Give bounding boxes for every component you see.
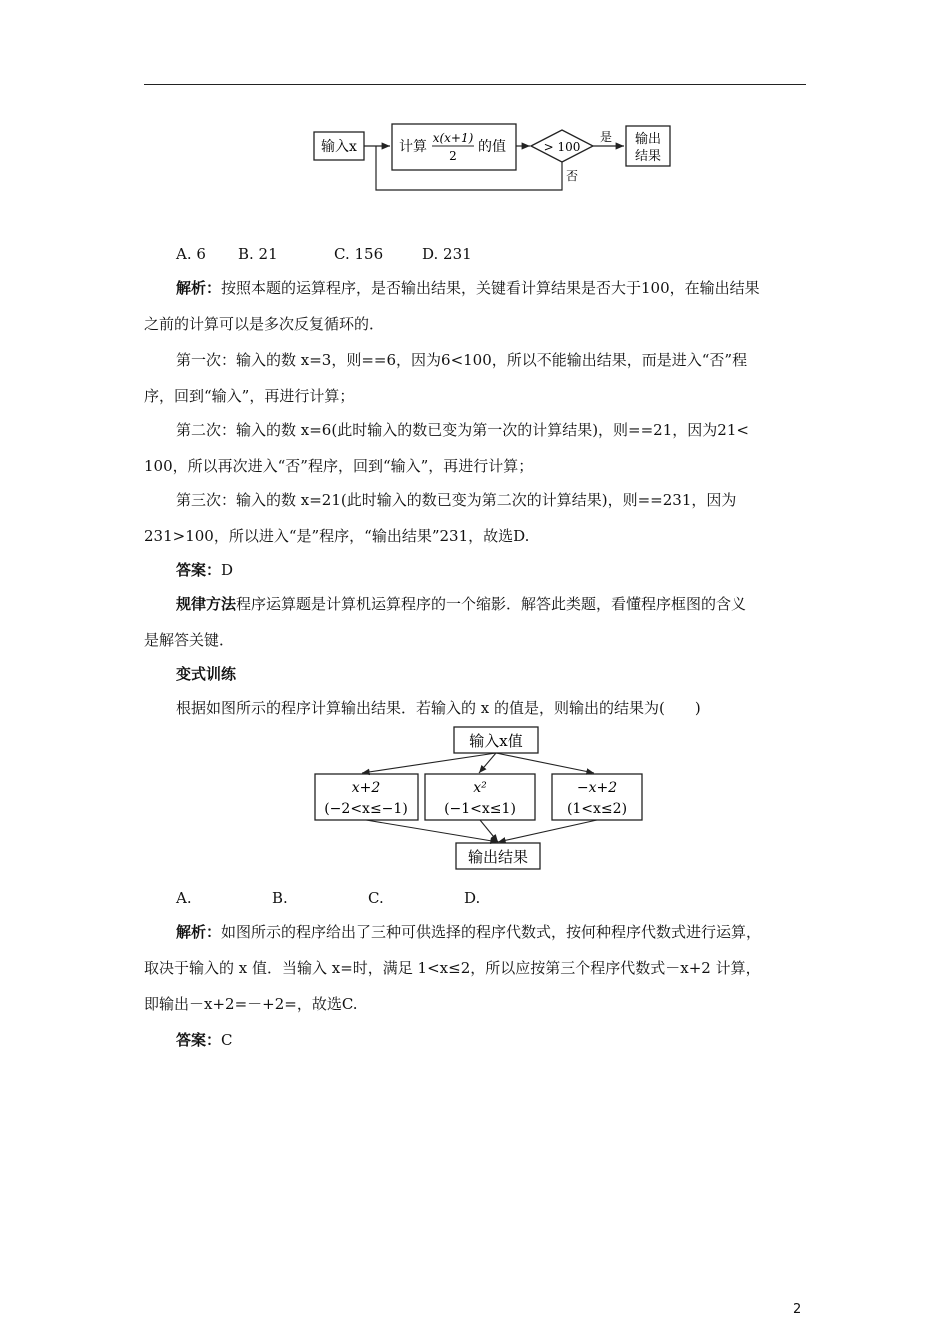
analysis2-text-1: 如图所示的程序给出了三种可供选择的程序代数式，按何种程序代数式进行运算， [221,923,762,941]
option2-b: B. [272,889,288,907]
answer2-label: 答案： [176,1031,222,1049]
fc1-yes-label: 是 [600,130,613,144]
fc2-branch3-cond: (1<x≤2) [566,801,628,817]
fc2-branch3-expr: −x+2 [576,780,618,796]
analysis1-line2: 之前的计算可以是多次反复循环的． [144,315,385,333]
fc2-branch1-expr: x+2 [351,780,381,796]
method-line2: 是解答关键． [144,631,235,649]
answer1-value: D [221,561,234,579]
flowchart-2 [312,724,646,874]
fc1-output-line2: 结果 [634,149,662,164]
analysis2-label: 解析： [176,923,222,941]
analysis1-text-1a: 按照本题的运算程序，是否输出结果，关键看计算结果是否大于100，在输出结果 [221,279,760,297]
analysis1-line7: 第三次：输入的数 x=21(此时输入的数已变为第二次的计算结果)，则==231，因为 [176,491,737,509]
analysis1-label: 解析： [176,279,222,297]
analysis1-line5: 第二次：输入的数 x=6(此时输入的数已变为第一次的计算结果)，则==21，因为21< [176,421,749,439]
answer1-label: 答案： [176,561,222,579]
fc1-condition-label: > 100 [543,140,581,154]
fc2-branch1-cond: (−2<x≤−1) [324,801,408,817]
analysis2-line1 [176,922,806,942]
option-d: D. 231 [422,245,472,263]
variant-title [176,664,806,684]
analysis1-line1 [176,278,806,298]
page-number: 2 [793,1302,802,1317]
method-line1 [176,594,806,614]
fc2-branch2-cond: (−1<x≤1) [444,801,516,817]
flowchart-1 [312,118,676,200]
fc1-input-label: 输入x [321,139,357,155]
analysis1-line3: 第一次：输入的数 x=3，则==6，因为6<100，所以不能输出结果，而是进入“否”程 [176,351,748,369]
answer2 [176,1030,806,1050]
option2-a: A. [176,889,192,907]
option-a: A. 6 [176,245,206,263]
options-row-1 [176,244,806,264]
analysis2-line3: 即输出－x+2=－+2=，故选C. [144,995,358,1013]
analysis2-line2: 取决于输入的 x 值．当输入 x=时，满足 1<x≤2，所以应按第三个程序代数式－x+2 计算， [144,959,761,977]
fc2-input-label: 输入x值 [469,732,523,750]
fc1-no-label: 否 [566,169,579,183]
analysis1-line8: 231>100，所以进入“是”程序，“输出结果”231，故选D. [144,527,530,545]
method-label: 规律方法 [176,595,237,613]
analysis1-line4: 序，回到“输入”，再进行计算； [144,387,355,405]
fc1-output-line1: 输出 [634,132,662,147]
option-c: C. 156 [334,245,384,263]
option2-d: D. [464,889,481,907]
header-rule [144,84,806,85]
fc1-compute-suffix: 的值 [478,139,506,155]
answer1 [176,560,806,580]
fc2-output-label: 输出结果 [467,848,529,866]
fc1-denominator: 2 [449,149,457,163]
fc1-compute-prefix: 计算 [399,139,427,155]
option-b: B. 21 [238,245,278,263]
method-text: 程序运算题是计算机运算程序的一个缩影．解答此类题，看懂程序框图的含义 [236,595,747,613]
option2-c: C. [368,889,384,907]
options-row-2 [176,888,806,908]
answer2-value: C [221,1031,233,1049]
variant-question: 根据如图所示的程序计算输出结果．若输入的 x 的值是，则输出的结果为( ) [176,699,701,717]
variant-title-text: 变式训练 [176,665,237,683]
fc1-numerator: x(x+1) [432,131,474,145]
fc2-branch2-expr: x² [473,780,487,796]
analysis1-line6: 100，所以再次进入“否”程序，回到“输入”，再进行计算； [144,457,534,475]
